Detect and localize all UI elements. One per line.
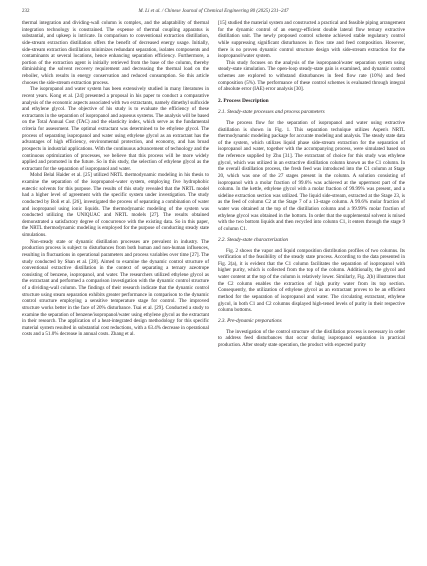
left-column <box>22 20 209 338</box>
body-paragraph: Non-steady state or dynamic distillation processes are prevalent in industry. The production process is subject to disturbances from both human and non-human influences, resulting in fluctuations in operational parameters and process variables over time [27]. The study conducted by Shan et al. [28]. Aimed to examine the dynamic control structure of conventional extractive distillation in the context of separating a ternary azeotrope consisting of benzene, isopropanol, and water. The researchers utilized ethylene glycol as the extractant and performed a comparison investigation with the dynamic control structure of a dividing-wall column. The findings of their research indicate that the dynamic control structure using steam separation exhibits greater performance in comparison to the dynamic control structure employing a sensitive temperature stage for control. The improved structure works better in the face of 20% disturbance. Tsai et al. [29]. Conducted a study to examine the separation of benzene/isopropanol/water using ethylene glycol as the extractant in their research. The application of a heat-integrated design methodology for this specific material system resulted in substantial cost reductions, with a 63.4% decrease in operational costs and a 51.0% decrease in annual costs. Zhang et al. <box>22 238 209 338</box>
subsection-heading: 2.1. Steady-state processes and process parameters <box>218 108 325 115</box>
subsection-heading: 2.2. Steady-state characterization <box>218 236 289 243</box>
body-paragraph: [15] studied the material system and constructed a practical and feasible piping arrangement for the dynamic control of an energy-efficient double lateral flow ternary extractive distillation unit. The newly proposed control scheme achieved stable regulatory control while suppressing significant disturbances in flow rate and feed composition. However, there is no proven dynamic control structure design with side-stream extraction for the isopropanol/water system. <box>218 20 405 60</box>
body-paragraph: This study focuses on the analysis of the isopropanol/water separation system using steady-state simulation. The open-loop steady-state gain is examined, and dynamic control schemes are explored to withstand disturbances in feed flow rate (10%) and feed composition (5%). The performance of these control schemes is evaluated through integral of absolute error (IAE) error analysis [30]. <box>218 59 405 93</box>
body-paragraph: Fig. 2 shows the vapor and liquid composition distribution profiles of two columns. Its verification of the feasibility of the steady state process. According to the data presented in Fig. 2(a), it is evident that the C1 column facilitates the separation of isopropanol with higher purity, which is collected from the top of the column. Additionally, the glycol and water content at the top of the column is relatively lower. Similarly, Fig. 2(b) illustrates that the C2 column enables the extraction of high purity water from its top section. Consequently, the utilization of ethylene glycol as an extractant proves to be an efficient method for the separation of isopropanol and water. The circulating extractant, ethylene glycol, in both C1 and C2 columns displayed high-tened levels of purity in their respective column bottoms. <box>218 247 405 314</box>
body-paragraph: The investigation of the control structure of the distillation process is necessary in order to address feed disturbances that occur during isopropanol separation in practical production. After steady state operation, the product with expected purity <box>218 328 405 348</box>
page-number: 232 <box>22 9 30 14</box>
body-paragraph: The process flow for the separation of isopropanol and water using extractive distillation is shown in Fig. 1. This separation technique utilizes Aspen's NRTL thermodynamic modeling package for accurate modeling and analysis. The steady state data of the system, which utilizes liquid phase side-stream extraction for the separation of isopropanol and water, together with the accompanying process, were simulated based on the reference supplied by Zhu [31]. The extractant of choice for this study was ethylene glycol, which was utilized in an extractive distillation column known as the C1 column. In the overall distillation process, the fresh feed was introduced into the C1 column at Stage 20, which was one of the 27 stages present in the column. A solution consisting of isopropanol with a molar fraction of 99.6% was achieved at the uppermost part of the column. In the kettle, ethylene glycol with a molar fraction of 99.99% was present, and a sideline extraction section was utilized. The liquid side-stream, extracted at the Stage 23, is as the feed of column C2 at the Stage 7 of a 13-stage column. A 99.6% molar fraction of water was obtained at the top of the distillation column and a 99.99% molar fraction of ethylene glycol was obtained in the bottom. In order that the supplemental solvent is mixed with the two bottom liquids and then recycled into column C1, it enters through the stage 9 of column C1. <box>218 119 405 232</box>
body-paragraph: thermal integration and dividing-wall column is complex, and the adaptability of thermal integration technology is constrained. The expense of thermal coupling apparatus is substantial, and upkeep is intricate. In comparison to conventional extraction distillation, side-stream extraction distillation offers the benefit of decreased energy usage. Initially, side-stream extraction distillation minimizes redundant separation, isolates components and contaminants at several locations, hence enhancing separation efficiency. Furthermore, a portion of the extraction agent is initially retrieved from the base of the column, thereby diminishing the solvent recovery requirement and decreasing the thermal load on the reboiler, which results in energy conservation and reduced consumption. So this article chooses the side-stream extraction process. <box>22 20 209 86</box>
page-header <box>22 7 405 16</box>
body-paragraph: Mohd Belal Haider et al. [25] utilized NRTL thermodynamic modeling in his thesis to examine the separation of the isopropanol-water system, employing five hydrophobic eutectic solvents for this purpose. The results of this study revealed that the NRTL model had a higher level of agreement with the specific system under investigation. The study conducted by Boli et al. [26], investigated the process of separating a combination of water and isopropanol using ionic liquids. The thermodynamic modeling of the system was conducted utilizing the UNIQUAC and NRTL models [27]. The results obtained demonstrated a satisfactory degree of concurrence with the existing data. So in this paper, the NRTL thermodynamic modeling is employed for the purpose of conducting steady state simulations. <box>22 172 209 238</box>
section-heading: 2. Process Description <box>218 97 269 104</box>
body-paragraph: The isopropanol and water system has been extensively studied in many literatures in recent years. Kong et al. [24] presented a proposal in his paper to conduct a comparative analysis of the economic aspects associated with two extractants, namely dimethyl sulfoxide and ethylene glycol. The objective of his study is to evaluate the efficiency of these extractants in the separation of isopropanol and aqueous systems. The analysis will be based on the Total Annual Cost (TAC) and the elasticity index, which serve as the fundamental criteria for assessment. The optimal extractant was determined to be ethylene glycol. The process of separating isopropanol and water using ethylene glycol as an extractant has the advantages of high efficiency, environmental protection, and economy, and has broad prospects in industrial applications. With the continuous advancement of technology and the continuous optimization of processes, we believe that this process will be more widely applied and promoted in the future. So in this study, the selection of ethylene glycol as the extractant for the separation of isopropanol and water. <box>22 86 209 172</box>
journal-running-head: M. Li et al. / Chinese Journal of Chemical Engineering 80 (2025) 231–247 <box>138 9 289 14</box>
subsection-heading: 2.3. Pre-dynamic preparations <box>218 317 282 324</box>
right-column <box>218 20 405 349</box>
